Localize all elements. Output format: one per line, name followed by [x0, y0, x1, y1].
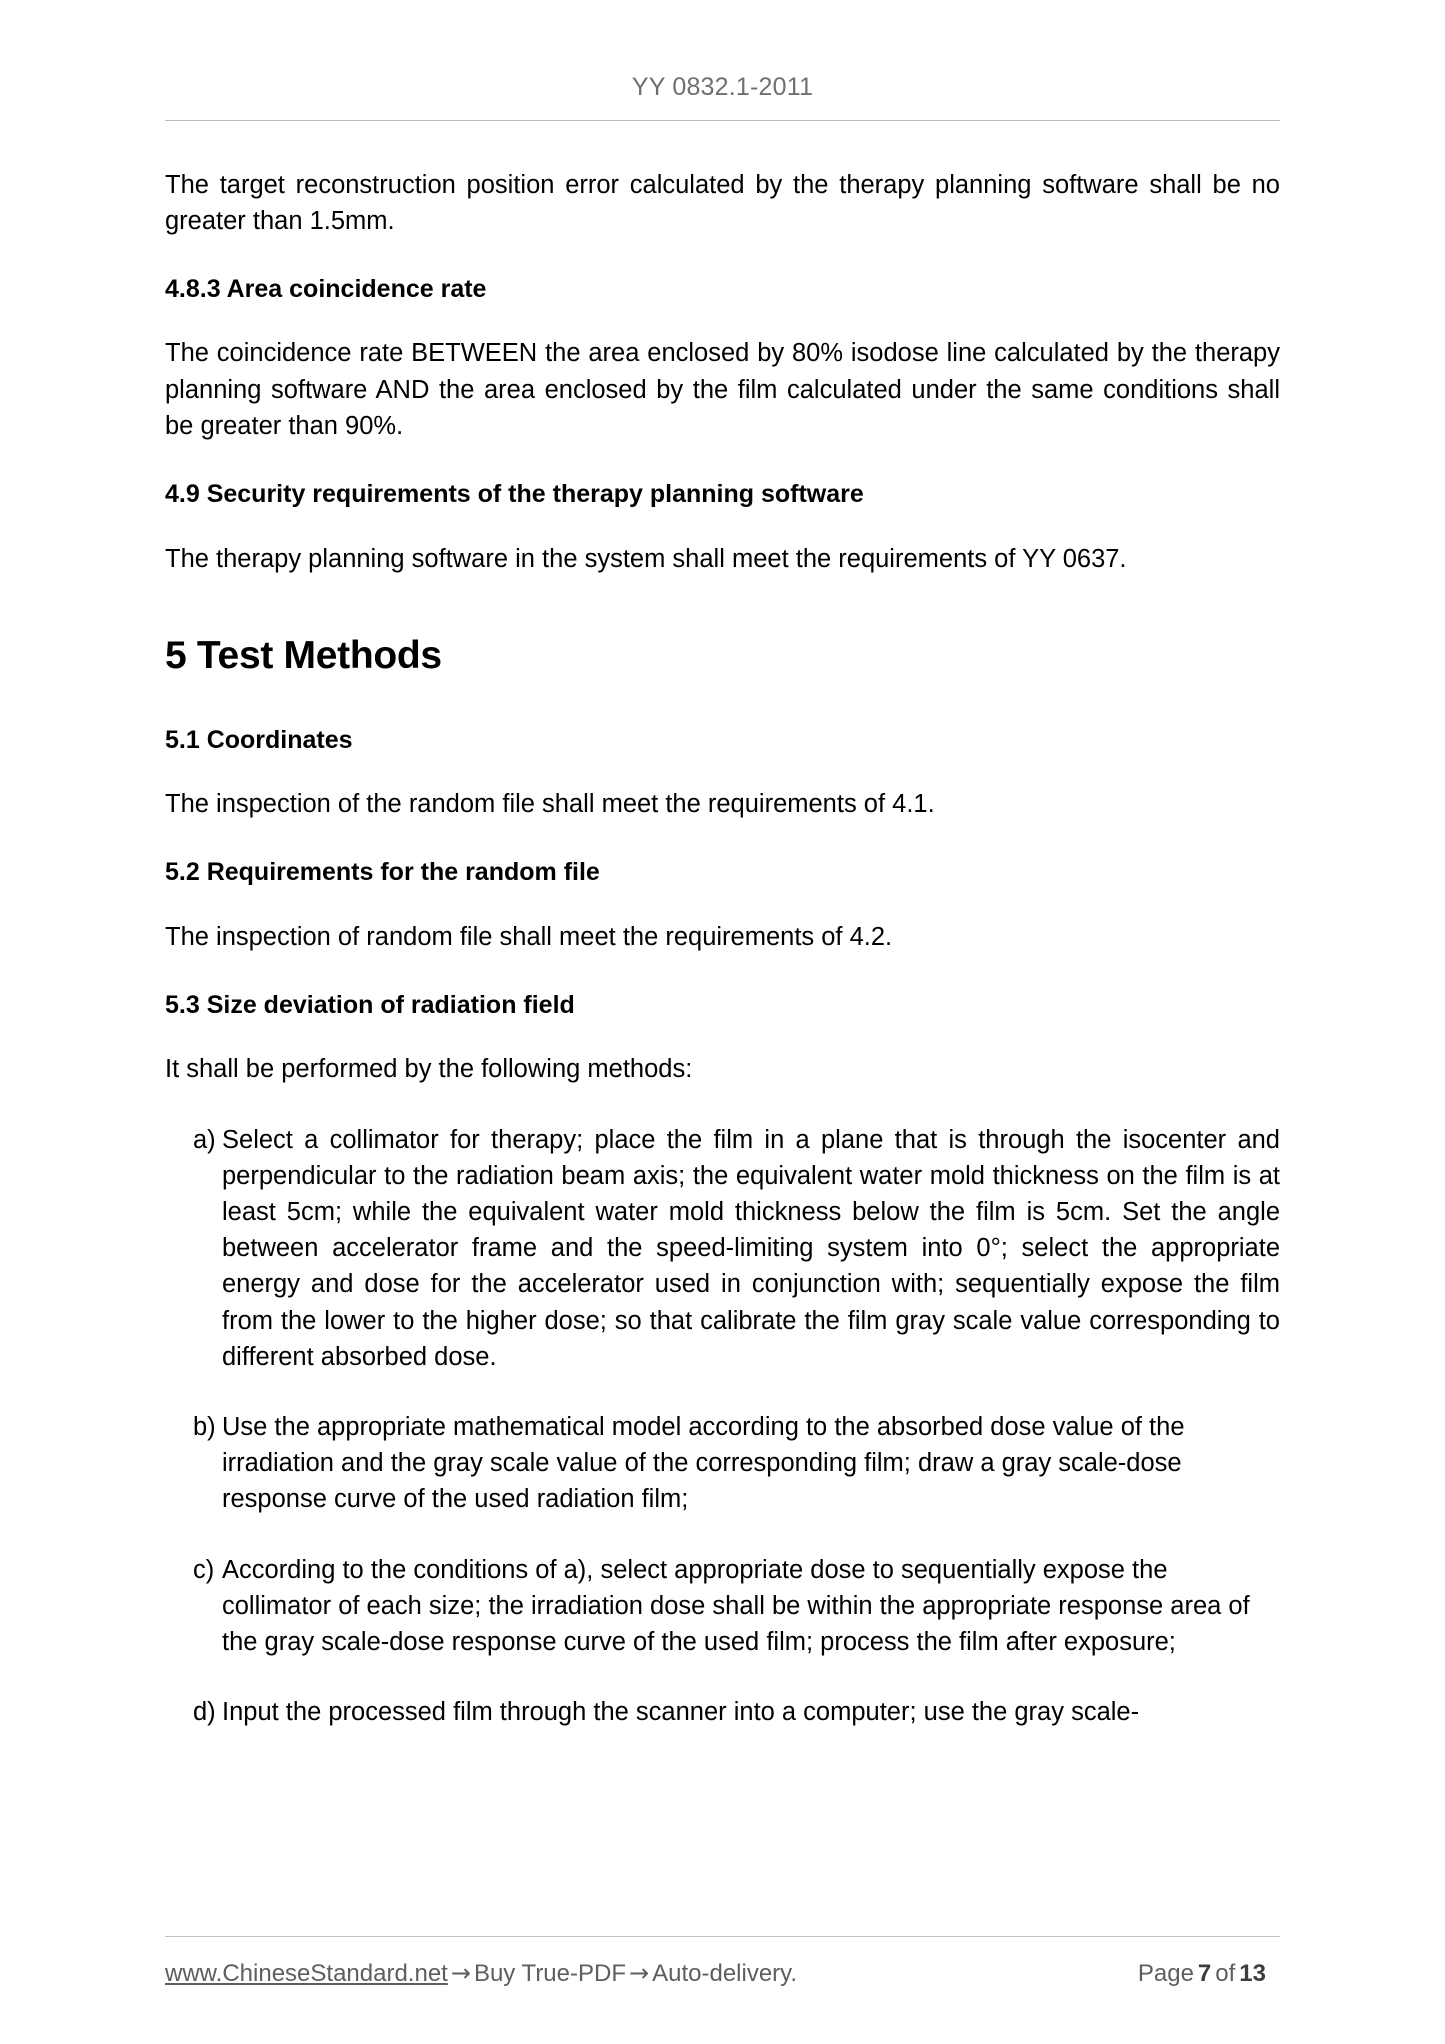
paragraph-5-2: The inspection of random file shall meet the requirements of 4.2. — [165, 922, 893, 951]
list-item-marker: b) — [193, 1413, 216, 1442]
paragraph-5-3-intro: It shall be performed by the following methods: — [165, 1055, 693, 1084]
page-label: Page — [1137, 1960, 1194, 1987]
of-label: of — [1215, 1960, 1236, 1987]
heading-5-2: 5.2 Requirements for the random file — [165, 858, 600, 887]
list-item — [165, 1552, 1280, 1661]
paragraph-security-requirements: The therapy planning software in the system shall meet the requirements of YY 0637. — [165, 544, 1127, 573]
page-number: 7 — [1197, 1960, 1212, 1987]
list-item — [165, 1122, 1280, 1375]
paragraph-coincidence-rate: The coincidence rate BETWEEN the area enclosed by 80% isodose line calculated by the therapy planning software AND the area enclosed by the film calculated under the same conditions shall be greater than 90%. — [165, 339, 1280, 440]
list-item-text: Select a collimator for therapy; place the film in a plane that is through the isocenter and perpendicular to the radiation beam axis; the equivalent water mold thickness on the film is at least 5cm; while the equivalent water mold thickness below the film is 5cm. Set the angle between accelerator frame and the speed-limiting system into 0°; select the appropriate energy and dose for the accelerator used in conjunction with; sequentially expose the film from the lower to the higher dose; so that calibrate the film gray scale value corresponding to different absorbed dose. — [222, 1125, 1280, 1371]
page-total: 13 — [1239, 1960, 1266, 1987]
paragraph-target-error: The target reconstruction position error calculated by the therapy planning software shall be no greater than 1.5mm. — [165, 170, 1280, 235]
list-item-marker: a) — [193, 1125, 216, 1154]
chinesestandard-link[interactable]: www.ChineseStandard.net — [165, 1960, 448, 1987]
heading-5-1: 5.1 Coordinates — [165, 725, 353, 754]
list-item-marker: d) — [193, 1698, 216, 1727]
page-header — [165, 0, 1280, 121]
method-steps-list — [165, 1122, 1280, 1731]
buy-true-pdf-label: Buy True-PDF — [473, 1960, 626, 1987]
arrow-right-icon: → — [629, 1959, 650, 1987]
list-item-text: Use the appropriate mathematical model according to the absorbed dose value of the irradiation and the gray scale value of the corresponding film; draw a gray scale-dose response curve of the used radiation film; — [222, 1413, 1185, 1514]
page-content — [165, 0, 1280, 1730]
page-indicator — [1138, 1960, 1280, 1988]
heading-5-test-methods: 5 Test Methods — [165, 633, 442, 677]
heading-4-9: 4.9 Security requirements of the therapy planning software — [165, 480, 864, 509]
list-item — [165, 1694, 1280, 1730]
header-divider — [165, 120, 1280, 121]
list-item — [165, 1409, 1280, 1518]
paragraph-5-1: The inspection of the random file shall meet the requirements of 4.1. — [165, 790, 935, 819]
standard-number: YY 0832.1-2011 — [631, 73, 814, 101]
list-item-text: Input the processed film through the scanner into a computer; use the gray scale- — [222, 1698, 1140, 1727]
page-footer — [165, 1936, 1280, 1988]
list-item-marker: c) — [193, 1555, 215, 1584]
footer-divider — [165, 1936, 1280, 1937]
heading-5-3: 5.3 Size deviation of radiation field — [165, 990, 575, 1019]
auto-delivery-label: Auto-delivery. — [652, 1960, 798, 1987]
list-item-text: According to the conditions of a), select appropriate dose to sequentially expose the collimator of each size; the irradiation dose shall be within the appropriate response area of the gray scale-dose response curve of the used film; process the film after exposure; — [222, 1555, 1250, 1657]
footer-row — [165, 1959, 1280, 1988]
heading-4-8-3: 4.8.3 Area coincidence rate — [165, 274, 487, 303]
footer-promo — [165, 1959, 797, 1988]
document-body — [165, 167, 1280, 1731]
arrow-right-icon: → — [450, 1959, 471, 1987]
